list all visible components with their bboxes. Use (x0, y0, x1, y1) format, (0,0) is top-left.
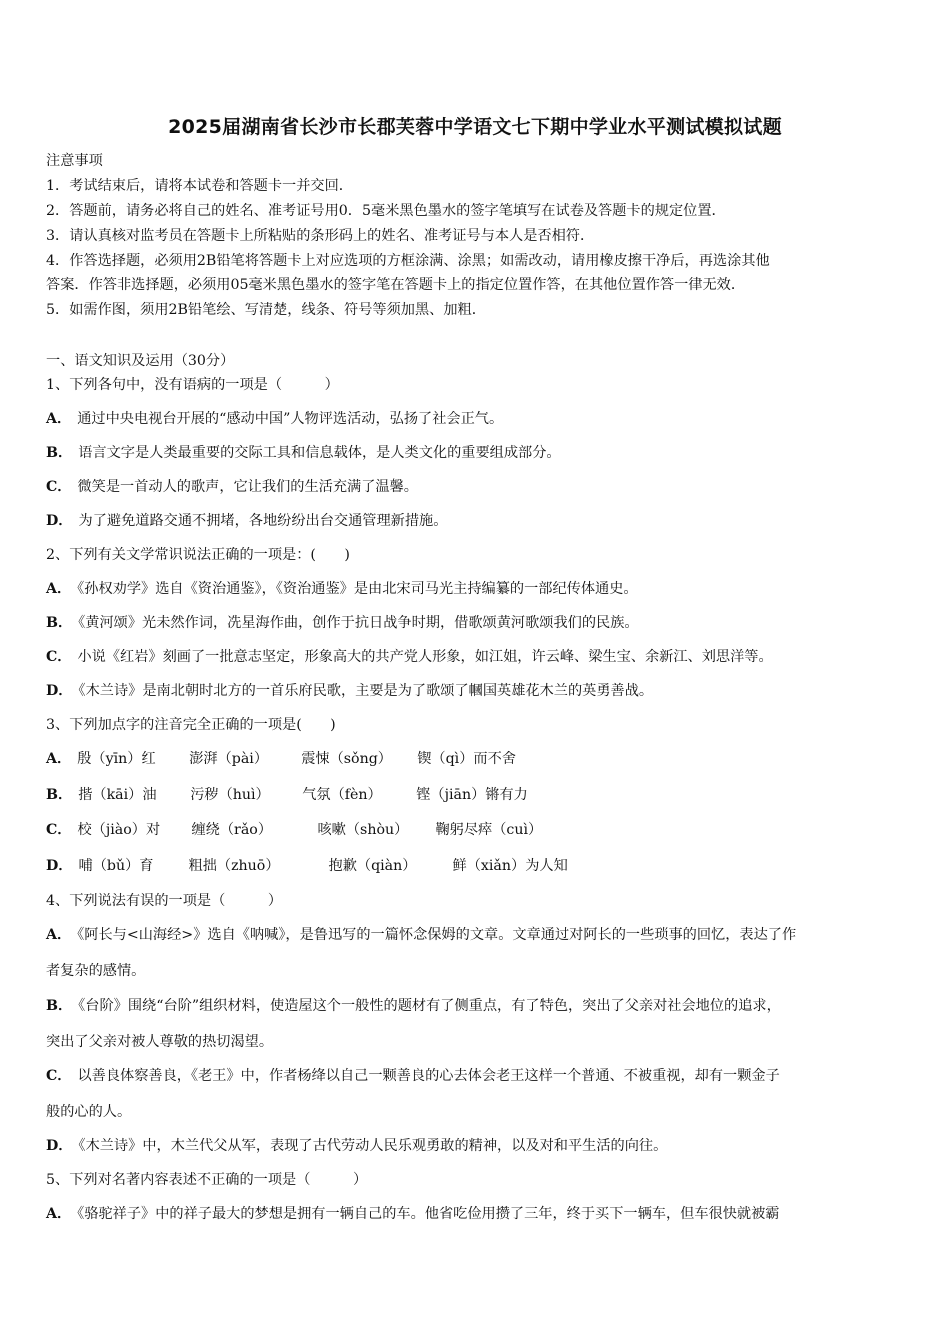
option-label: D． (46, 1138, 73, 1154)
option-row (46, 1136, 667, 1156)
pinyin-item: 锲（qì）而不舍 (417, 751, 516, 767)
notice-item: 4．作答选择题，必须用2B铅笔将答题卡上对应选项的方框涂满、涂黑；如需改动，请用橡皮擦干净后，再选涂其他 (46, 253, 770, 269)
pinyin-item: 澎湃（pài） (189, 751, 269, 767)
notice-heading: 注意事项 (46, 153, 103, 169)
option-label: A． (46, 927, 72, 943)
pinyin-item: 揩（kāi）油 (78, 787, 157, 803)
option-row (46, 785, 528, 805)
option-label: D． (46, 858, 73, 874)
option-label: C． (46, 822, 72, 838)
option-label: C． (46, 479, 72, 495)
option-label: B． (46, 615, 73, 631)
option-text: 小说《红岩》刻画了一批意志坚定，形象高大的共产党人形象，如江姐，许云峰、梁生宝、余新江、刘思洋等。 (77, 649, 773, 665)
pinyin-item: 震悚（sǒng） (301, 751, 392, 767)
option-label: D． (46, 513, 73, 529)
notice-item: 5．如需作图，须用2B铅笔绘、写清楚，线条、符号等须加黑、加粗． (46, 302, 486, 318)
pinyin-item: 污秽（huì） (190, 787, 270, 803)
option-text: 《木兰诗》中，木兰代父从军，表现了古代劳动人民乐观勇敢的精神，以及对和平生活的向往。 (78, 1138, 668, 1154)
question-stem: 4、下列说法有误的一项是（ ） (46, 893, 283, 909)
notice-item: 3．请认真核对监考员在答题卡上所粘贴的条形码上的姓名、准考证号与本人是否相符． (46, 228, 595, 244)
option-row (46, 647, 773, 667)
option-row (46, 1204, 779, 1224)
option-label: D． (46, 683, 73, 699)
pinyin-item: 哺（bǔ）育 (78, 858, 154, 874)
option-row (46, 856, 568, 876)
option-label: B． (46, 445, 73, 461)
option-text: 《孙权劝学》选自《资治通鉴》，《资治通鉴》是由北宋司马光主持编纂的一部纪传体通史。 (77, 581, 638, 597)
option-row (46, 681, 653, 701)
option-label: C． (46, 1068, 72, 1084)
option-continuation: 者复杂的感情。 (46, 963, 146, 979)
option-continuation: 般的心的人。 (46, 1104, 132, 1120)
option-label: B． (46, 787, 73, 803)
option-row (46, 925, 796, 945)
option-text: 语言文字是人类最重要的交际工具和信息载体，是人类文化的重要组成部分。 (78, 445, 561, 461)
option-row (46, 477, 418, 497)
pinyin-item: 缠绕（rǎo） (191, 822, 273, 838)
option-text: 以善良体察善良，《老王》中，作者杨绛以自己一颗善良的心去体会老王这样一个普通、不被重视，却有一颗金子 (77, 1068, 780, 1084)
notice-item: 2．答题前，请务必将自己的姓名、准考证号用0．5毫米黑色墨水的签字笔填写在试卷及答题卡的规定位置． (46, 203, 726, 219)
option-continuation: 突出了父亲对被人尊敬的热切渴望。 (46, 1034, 274, 1050)
pinyin-item: 气氛（fèn） (302, 787, 382, 803)
pinyin-item: 抱歉（qiàn） (328, 858, 417, 874)
question-stem: 3、下列加点字的注音完全正确的一项是( ) (46, 717, 336, 733)
option-row (46, 613, 639, 633)
pinyin-item: 鞠躬尽瘁（cuì） (435, 822, 543, 838)
option-label: A． (46, 751, 72, 767)
pinyin-item: 咳嗽（shòu） (317, 822, 409, 838)
option-label: B． (46, 998, 73, 1014)
option-text: 通过中央电视台开展的“感动中国”人物评选活动，弘扬了社会正气。 (77, 411, 504, 427)
page-title: 2025届湖南省长沙市长郡芙蓉中学语文七下期中学业水平测试模拟试题 (168, 116, 782, 138)
option-text: 为了避免道路交通不拥堵，各地纷纷出台交通管理新措施。 (78, 513, 448, 529)
option-text: 微笑是一首动人的歌声，它让我们的生活充满了温馨。 (77, 479, 418, 495)
question-stem: 5、下列对名著内容表述不正确的一项是（ ） (46, 1172, 368, 1188)
option-label: A． (46, 411, 72, 427)
section-heading: 一、语文知识及运用（30分） (46, 353, 235, 369)
pinyin-item: 殷（yīn）红 (77, 751, 156, 767)
pinyin-item: 鲜（xiǎn）为人知 (452, 858, 568, 874)
option-row (46, 409, 503, 429)
option-text: 《木兰诗》是南北朝时北方的一首乐府民歌，主要是为了歌颂了幗国英雄花木兰的英勇善战。 (78, 683, 654, 699)
option-text: 《骆驼祥子》中的祥子最大的梦想是拥有一辆自己的车。他省吃俭用攒了三年，终于买下一辆车，但车很快就被霸 (77, 1206, 780, 1222)
option-row (46, 820, 542, 840)
option-row (46, 443, 561, 463)
option-text: 《黄河颂》光未然作词，冼星海作曲，创作于抗日战争时期，借歌颂黄河歌颂我们的民族。 (78, 615, 639, 631)
option-row (46, 1066, 780, 1086)
option-text: 《台阶》围绕“台阶”组织材料，使造屋这个一般性的题材有了侧重点，有了特色，突出了父亲对社会地位的追求， (78, 998, 781, 1014)
option-label: A． (46, 1206, 72, 1222)
pinyin-item: 铿（jiān）锵有力 (416, 787, 528, 803)
option-row (46, 749, 516, 769)
notice-item: 1．考试结束后，请将本试卷和答题卡一并交回． (46, 178, 353, 194)
option-row (46, 579, 638, 599)
question-stem: 1、下列各句中，没有语病的一项是（ ） (46, 377, 339, 393)
option-text: 《阿长与<山海经>》选自《呐喊》，是鲁迅写的一篇怀念保姆的文章。文章通过对阿长的一些琐事的回忆，表达了作 (77, 927, 797, 943)
option-row (46, 511, 447, 531)
question-stem: 2、下列有关文学常识说法正确的一项是：( ) (46, 547, 350, 563)
option-label: A． (46, 581, 72, 597)
option-row (46, 996, 781, 1016)
notice-item: 答案．作答非选择题，必须用05毫米黑色墨水的签字笔在答题卡上的指定位置作答，在其他位置作答一律无效． (46, 277, 746, 293)
pinyin-item: 粗拙（zhuō） (188, 858, 280, 874)
pinyin-item: 校（jiào）对 (77, 822, 161, 838)
option-label: C． (46, 649, 72, 665)
